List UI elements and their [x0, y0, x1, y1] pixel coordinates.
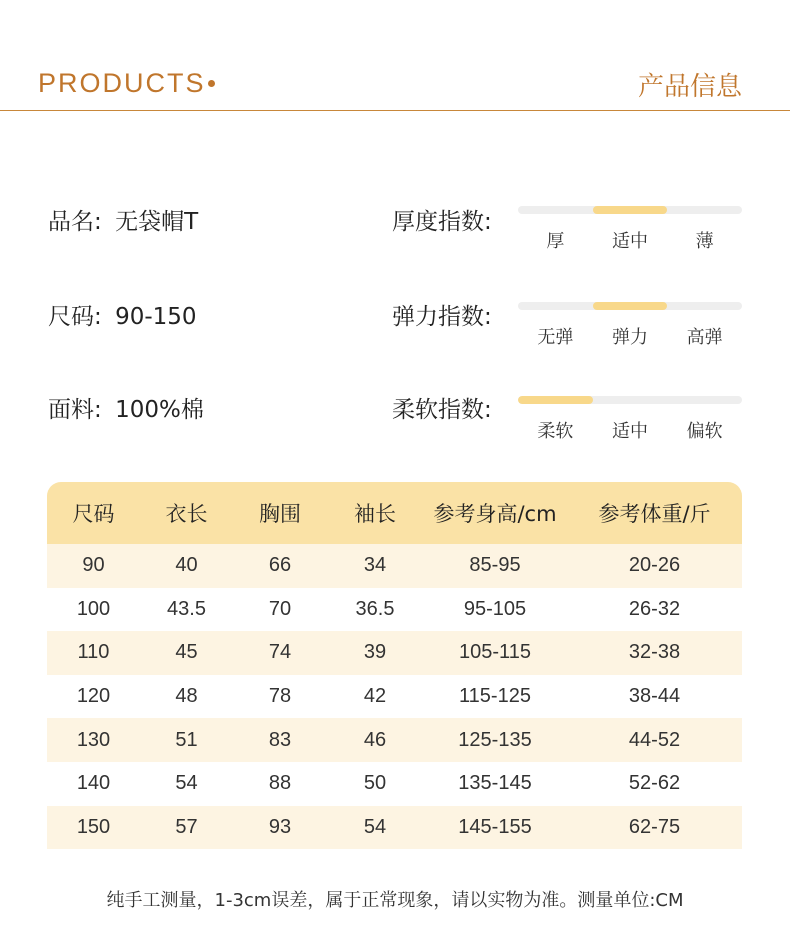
- elasticity-tick: 弹力: [611, 327, 648, 348]
- table-row: [47, 675, 742, 719]
- table-cell: 34: [363, 554, 387, 577]
- col-header-length: 衣长: [165, 502, 208, 526]
- table-cell: 85-95: [469, 554, 521, 577]
- table-row: [47, 806, 742, 850]
- table-cell: 70: [268, 597, 292, 620]
- measurement-note: 纯手工测量，1-3cm误差，属于正常现象，请以实物为准。测量单位:CM: [106, 890, 684, 911]
- elasticity-tick: 无弹: [537, 327, 574, 348]
- table-cell: 130: [76, 728, 111, 751]
- table-cell: 48: [175, 685, 198, 708]
- col-header-height: 参考身高/cm: [433, 502, 557, 526]
- table-cell: 26-32: [628, 597, 681, 620]
- table-cell: 50: [363, 772, 387, 795]
- info-name-value: 无袋帽T: [115, 209, 199, 235]
- table-cell: 45: [175, 641, 198, 664]
- table-cell: 90: [82, 554, 105, 577]
- elasticity-tick: 高弹: [686, 327, 723, 348]
- table-cell: 54: [175, 772, 198, 795]
- table-row: [47, 631, 742, 675]
- col-header-size: 尺码: [72, 502, 115, 526]
- thickness-index-bar: [518, 206, 742, 214]
- table-cell: 52-62: [628, 772, 681, 795]
- table-cell: 78: [268, 685, 292, 708]
- info-name: [48, 203, 198, 236]
- header-dot: [208, 80, 215, 87]
- table-cell: 135-145: [458, 772, 532, 795]
- table-row: [47, 588, 742, 632]
- size-table: [47, 482, 742, 849]
- softness-tick: 适中: [611, 421, 648, 442]
- table-cell: 125-135: [458, 728, 532, 751]
- table-cell: 42: [363, 685, 387, 708]
- table-cell: 38-44: [628, 685, 681, 708]
- thickness-tick: 薄: [695, 231, 714, 252]
- info-size: [48, 298, 197, 331]
- thickness-index-label: 厚度指数:: [392, 209, 492, 235]
- table-cell: 115-125: [459, 685, 531, 708]
- table-cell: 43.5: [167, 597, 206, 620]
- col-header-chest: 胸围: [259, 502, 301, 526]
- table-row: [47, 544, 742, 588]
- table-cell: 44-52: [628, 728, 681, 751]
- softness-index-ticks: [518, 417, 742, 443]
- info-fabric-value: 100%棉: [115, 397, 204, 423]
- table-cell: 83: [268, 728, 292, 751]
- table-cell: 100: [76, 597, 111, 620]
- table-cell: 150: [76, 815, 111, 838]
- col-header-sleeve: 袖长: [354, 502, 396, 526]
- table-cell: 32-38: [628, 641, 681, 664]
- softness-index-fill: [518, 396, 593, 404]
- thickness-tick: 厚: [546, 231, 565, 252]
- info-size-label: 尺码:: [48, 304, 102, 330]
- header-cn-title: 产品信息: [637, 72, 742, 102]
- page-header: [0, 0, 790, 111]
- table-cell: 40: [175, 554, 198, 577]
- elasticity-index-label: 弹力指数:: [392, 304, 492, 330]
- header-en-title: PRODUCTS: [38, 68, 206, 98]
- table-cell: 95-105: [463, 597, 527, 620]
- elasticity-index-ticks: [518, 323, 742, 349]
- table-cell: 74: [268, 641, 292, 664]
- table-cell: 105-115: [459, 641, 531, 664]
- table-cell: 36.5: [355, 597, 395, 620]
- table-cell: 93: [268, 815, 292, 838]
- softness-index-bar: [518, 396, 742, 404]
- table-cell: 39: [363, 641, 387, 664]
- info-fabric: [48, 391, 204, 424]
- table-cell: 140: [76, 772, 111, 795]
- table-cell: 54: [363, 815, 387, 838]
- col-header-weight: 参考体重/斤: [598, 502, 711, 526]
- elasticity-index-fill: [593, 302, 668, 310]
- info-fabric-label: 面料:: [48, 397, 102, 423]
- table-cell: 51: [175, 728, 198, 751]
- table-row: [47, 718, 742, 762]
- thickness-tick: 适中: [611, 231, 648, 252]
- table-cell: 20-26: [628, 554, 681, 577]
- table-cell: 57: [175, 815, 198, 838]
- size-table-body: [47, 544, 742, 849]
- softness-index-label: 柔软指数:: [392, 397, 492, 423]
- info-size-value: 90-150: [115, 304, 197, 330]
- table-cell: 110: [77, 641, 110, 664]
- table-cell: 46: [363, 728, 387, 751]
- info-name-label: 品名:: [48, 209, 102, 235]
- softness-tick: 偏软: [686, 421, 723, 442]
- elasticity-index-bar: [518, 302, 742, 310]
- table-cell: 145-155: [458, 815, 532, 838]
- table-cell: 66: [268, 554, 292, 577]
- thickness-index-fill: [593, 206, 668, 214]
- table-row: [47, 762, 742, 806]
- table-cell: 88: [268, 772, 292, 795]
- softness-tick: 柔软: [537, 421, 574, 442]
- size-table-header: [47, 482, 742, 544]
- table-cell: 62-75: [628, 815, 681, 838]
- table-cell: 120: [76, 685, 111, 708]
- thickness-index-ticks: [518, 227, 742, 253]
